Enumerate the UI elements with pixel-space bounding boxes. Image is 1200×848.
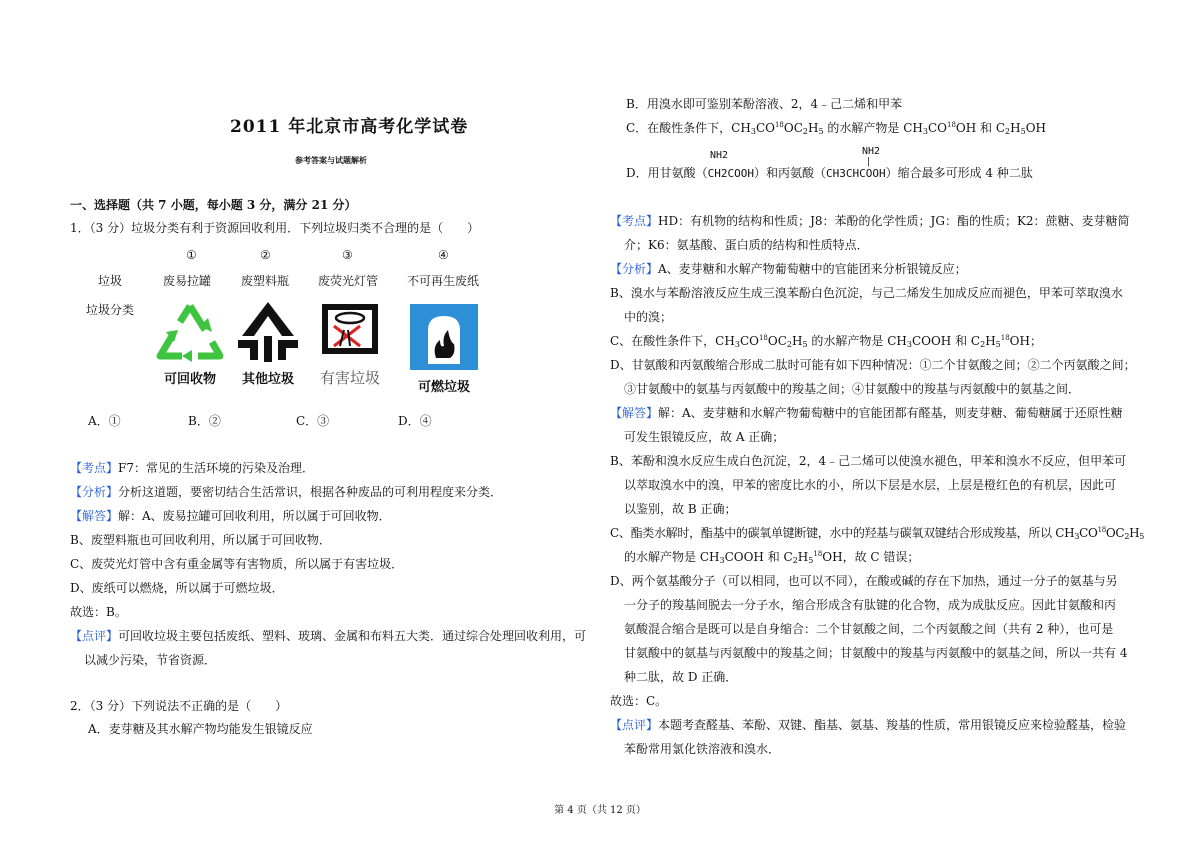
other-waste-icon (228, 300, 308, 364)
q1-fenxi (70, 482, 502, 502)
q1-option-c: C．③ (296, 414, 330, 428)
q2-jieda-d-cont4: 种二肽，故 D 正确． (624, 670, 738, 684)
dianping-tag: 【点评】 (70, 629, 119, 643)
combustible-waste-icon-group (404, 300, 484, 395)
recyclable-caption: 可回收物 (163, 372, 216, 387)
page-subtitle: 参考答案与试题解析 (295, 155, 367, 165)
q2-jieda-d-cont3: 甘氨酸中的氨基与丙氨酸中的羧基之间；甘氨酸中的羧基与丙氨酸中的氨基之间，所以一共有 4 (624, 646, 1128, 660)
q1-stem: 1．（3 分）垃圾分类有利于资源回收利用．下列垃圾归类不合理的是（ ） (70, 221, 480, 235)
q1-line-d: D、废纸可以燃烧，所以属于可燃垃圾． (70, 581, 284, 595)
combustible-waste-caption: 可燃垃圾 (417, 380, 470, 395)
q1-num-4: ④ (438, 248, 449, 262)
q2-option-b: B．用溴水即可鉴别苯酚溶液、2，4﹣己二烯和甲苯 (626, 97, 903, 111)
q2-fenxi-d-cont: ③甘氨酸中的氨基与丙氨酸中的羧基之间；④甘氨酸中的羧基与丙氨酸中的氨基之间． (624, 382, 1081, 396)
q2-option-d: D．用甘氨酸（CH2COOH）和丙氨酸（CH3CHCOOH）缩合最多可形成 4 种二肽 (626, 166, 1033, 180)
q2-kaodian-cont: 介；K6：氨基酸、蛋白质的结构和性质特点． (624, 238, 869, 252)
kaodian-tag: 【考点】 (70, 461, 119, 475)
q2-fenxi-b-cont: 中的溴； (624, 310, 673, 324)
jieda-tag: 【解答】 (70, 509, 119, 523)
q2-kaodian: 【考点】HD：有机物的结构和性质；J8：苯酚的化学性质；JG：酯的性质；K2：蔗糖、麦芽糖简 (610, 214, 1130, 228)
recyclable-icon (150, 300, 230, 364)
q1-num-1: ① (186, 248, 197, 262)
q1-row-label-waste: 垃圾 (98, 274, 123, 288)
hazardous-waste-icon-group (310, 300, 390, 390)
q1-line-b: B、废塑料瓶也可回收利用，所以属于可回收物． (70, 533, 331, 547)
q2-option-a: A．麦芽糖及其水解产物均能发生银镜反应 (88, 722, 313, 736)
other-waste-caption: 其他垃圾 (241, 372, 294, 387)
q2-jieda-d-cont1: 一分子的羧基间脱去一分子水，缩合形成含有肽键的化合物，成为成肽反应。因此甘氨酸和丙 (624, 598, 1117, 612)
q1-item-4: 不可再生废纸 (407, 274, 480, 288)
q1-num-2: ② (260, 248, 271, 262)
q1-kaodian-text: F7：常见的生活环境的污染及治理． (118, 461, 314, 475)
q1-dianping (70, 626, 586, 646)
q1-item-1: 废易拉罐 (163, 274, 212, 288)
q2-jieda-b: B、苯酚和溴水反应生成白色沉淀，2，4﹣己二烯可以使溴水褪色，甲苯和溴水不反应，但甲苯可 (610, 454, 1127, 468)
combustible-waste-icon (404, 300, 484, 370)
q1-option-a: A．① (88, 414, 121, 428)
q1-option-b: B．② (188, 414, 221, 428)
q1-option-d: D．④ (398, 414, 432, 428)
fenxi-tag: 【分析】 (70, 485, 119, 499)
other-waste-icon-group (228, 300, 308, 390)
q2-jieda-c: C、酯类水解时，酯基中的碳氧单键断键，水中的羟基与碳氧双键结合形成羧基，所以 $CH_3CO^{18}OC_2H_5$ (610, 526, 1145, 541)
q2-fenxi-c: C、在酸性条件下，$CH_3CO^{18}OC_2H_5$ 的水解产物是 $CH_3COOH$ 和 $C_2H_5^{18}OH$； (610, 334, 1042, 349)
q1-answer: 故选：B。 (70, 605, 127, 619)
q2-jieda-c-cont: 的水解产物是 $CH_3COOH$ 和 $C_2H_5^{18}OH$，故 C 错误； (624, 550, 920, 565)
hazardous-waste-icon (310, 300, 390, 364)
q2-jieda-b-cont1: 以萃取溴水中的溴，甲苯的密度比水的小，所以下层是水层，上层是橙红色的有机层，因此可 (624, 478, 1117, 492)
section-heading: 一、选择题（共 7 小题，每小题 3 分，满分 21 分） (70, 198, 357, 212)
q1-item-3: 废荧光灯管 (318, 274, 379, 288)
q1-row-label-category: 垃圾分类 (86, 303, 135, 317)
q1-dianping-text: 可回收垃圾主要包括废纸、塑料、玻璃、金属和布料五大类．通过综合处理回收利用，可 (118, 629, 587, 643)
q2-jieda-b-cont2: 以鉴别，故 B 正确； (624, 502, 737, 516)
q2-fenxi-b: B、溴水与苯酚溶液反应生成三溴苯酚白色沉淀，与己二烯发生加成反应而褪色，甲苯可萃取溴水 (610, 286, 1123, 300)
q2-fenxi: 【分析】A、麦芽糖和水解产物葡萄糖中的官能团来分析银镜反应； (610, 262, 967, 276)
q2-jieda-d-cont2: 氨酸混合缩合是既可以是自身缩合：二个甘氨酸之间，二个丙氨酸之间（共有 2 种），也可是 (624, 622, 1114, 636)
q2-dianping: 【点评】本题考查醛基、苯酚、双键、酯基、氨基、羧基的性质，常用银镜反应来检验醛基，检验 (610, 718, 1127, 732)
alanine-bond: | (867, 157, 871, 167)
hazardous-waste-caption: 有害垃圾 (319, 369, 380, 387)
q2-answer: 故选：C。 (610, 694, 668, 708)
q2-jieda-a-cont: 可发生银镜反应，故 A 正确； (624, 430, 785, 444)
recyclable-icon-group (150, 300, 230, 390)
q1-item-2: 废塑料瓶 (241, 274, 290, 288)
q2-stem: 2．（3 分）下列说法不正确的是（ ） (70, 699, 288, 713)
q1-num-3: ③ (342, 248, 353, 262)
glycine-nh2: NH2 (710, 150, 729, 161)
alanine-nh2: NH2 (862, 146, 881, 157)
q2-fenxi-d: D、甘氨酸和丙氨酸缩合形成二肽时可能有如下四种情况：①二个甘氨酸之间；②二个丙氨酸之间； (610, 358, 1136, 372)
q1-jieda-text: 解：A、废易拉罐可回收利用，所以属于可回收物． (118, 509, 391, 523)
q2-option-c: C．在酸性条件下，$CH_3CO^{18}OC_2H_5$ 的水解产物是 $CH_3CO^{18}OH$ 和 $C_2H_5OH$ (626, 121, 1046, 136)
q1-kaodian (70, 458, 314, 478)
page-title: 2011 年北京市高考化学试卷 (230, 117, 469, 137)
q2-dianping-cont: 苯酚常用氯化铁溶液和溴水． (624, 742, 781, 756)
q1-jieda (70, 506, 391, 526)
page-footer: 第 4 页（共 12 页） (554, 805, 646, 816)
q2-jieda-d: D、两个氨基酸分子（可以相同，也可以不同），在酸或碱的存在下加热，通过一分子的氨基与另 (610, 574, 1118, 588)
q1-fenxi-text: 分析这道题，要密切结合生活常识，根据各种废品的可利用程度来分类． (118, 485, 503, 499)
q1-line-c: C、废荧光灯管中含有重金属等有害物质，所以属于有害垃圾． (70, 557, 404, 571)
q2-jieda: 【解答】解：A、麦芽糖和水解产物葡萄糖中的官能团都有醛基，则麦芽糖、葡萄糖属于还原性糖 (610, 406, 1123, 420)
q1-dianping-cont: 以减少污染，节省资源． (84, 653, 217, 667)
